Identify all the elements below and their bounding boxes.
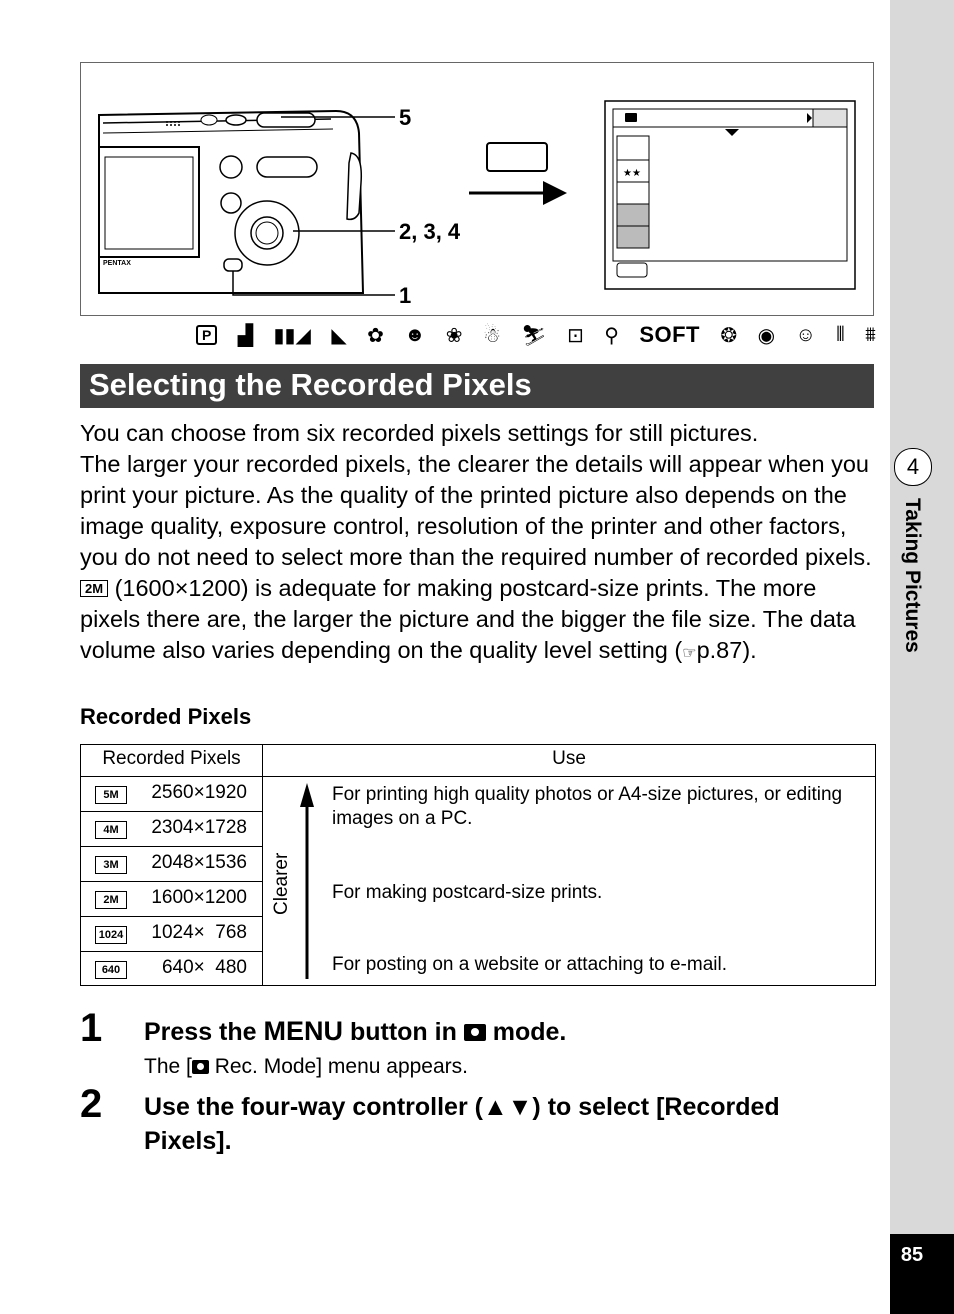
step-1-note xyxy=(144,1055,468,1079)
4m-size-icon: 4M xyxy=(95,821,127,839)
program-mode-icon: P xyxy=(196,325,217,345)
table-row xyxy=(95,925,127,944)
use-website: For posting on a website or attaching to e-mail. xyxy=(332,954,727,975)
clearer-label: Clearer xyxy=(271,852,292,915)
fireworks-icon: ❂ xyxy=(720,324,738,347)
table-row xyxy=(95,785,127,804)
1024-size-icon: 1024 xyxy=(95,926,127,944)
step-1-note-post: Rec. Mode] menu appears. xyxy=(208,1055,468,1078)
body-text-c: p.87). xyxy=(696,637,757,663)
step-2-number: 2 xyxy=(80,1082,103,1126)
menu-stars: ★★ xyxy=(623,168,641,179)
table-row xyxy=(95,960,127,979)
table-header-use: Use xyxy=(552,748,586,769)
camera-diagram xyxy=(81,63,875,317)
step-2-title: Use the four-way controller (▲▼) to select [Recorded Pixels]. xyxy=(144,1093,780,1155)
body-text-a: The larger your recorded pixels, the clearer the details will appear when you print your picture. As the quality of the printed picture also depends on the image quality, exposure control, resolution of the printer and other factors, you do not need to select more than the required number of recorded pixels. xyxy=(80,451,872,570)
playback-button xyxy=(220,156,242,178)
pixels-value: 2048×1536 xyxy=(151,852,247,873)
use-postcard: For making postcard-size prints. xyxy=(332,882,603,903)
chapter-title xyxy=(894,498,924,698)
setup-tab xyxy=(813,109,847,127)
pixels-value: 2560×1920 xyxy=(151,782,247,803)
chapter-number: 4 xyxy=(894,448,932,486)
body-line-1: You can choose from six recorded pixels settings for still pictures. xyxy=(80,420,759,446)
night-scene-icon: ▟ xyxy=(237,324,254,347)
3m-size-icon: 3M xyxy=(95,856,127,874)
menu-label: MENU xyxy=(263,1016,344,1046)
camera-mode-icon xyxy=(464,1024,486,1041)
callout-1: 1 xyxy=(399,283,412,308)
applicable-modes-strip xyxy=(196,320,876,350)
table-row xyxy=(95,855,127,874)
step-1-number: 1 xyxy=(80,1006,103,1050)
step-1-title xyxy=(144,1014,566,1049)
snow-icon: ☃ xyxy=(482,324,501,347)
camera-strap xyxy=(347,153,361,219)
pixels-value: 1024× 768 xyxy=(151,922,247,943)
power-button xyxy=(226,115,246,125)
movie-icon: ▮▮◢ xyxy=(273,324,311,347)
camera-mode-icon xyxy=(192,1060,209,1074)
sport-icon: ⛷ xyxy=(521,324,547,347)
menu-button-graphic xyxy=(487,143,547,171)
subheading: Recorded Pixels xyxy=(80,704,252,729)
self-portrait-icon: ⊡ xyxy=(567,324,584,347)
soft-mode-icon: SOFT xyxy=(639,322,700,347)
step-1-note-pre: The [ xyxy=(144,1055,192,1078)
body-text xyxy=(80,418,880,669)
menu-button xyxy=(224,259,242,271)
step-1-text-mid: button in xyxy=(343,1018,464,1046)
table-row xyxy=(95,890,127,909)
kids-icon: ☺ xyxy=(795,323,816,346)
callout-2-3-4: 2, 3, 4 xyxy=(399,219,461,244)
arrow-right-icon xyxy=(543,181,567,205)
step-1-text-pre: Press the xyxy=(144,1018,264,1046)
camera-tab-icon xyxy=(625,113,637,122)
640-size-icon: 640 xyxy=(95,961,127,979)
pixels-value: 1600×1200 xyxy=(151,887,247,908)
museum-icon: ⩩ xyxy=(865,323,876,346)
top-dial xyxy=(201,115,217,125)
mode-button xyxy=(221,193,241,213)
2m-size-icon: 2M xyxy=(80,580,108,597)
callout-5: 5 xyxy=(399,105,412,130)
landscape-icon: ◣ xyxy=(331,324,347,347)
underwater-icon: ◉ xyxy=(757,324,776,347)
body-paragraph xyxy=(80,449,880,669)
camera-brand: PENTAX xyxy=(103,260,131,267)
camera-illustration xyxy=(80,62,874,316)
clearer-arrow-icon xyxy=(299,783,315,979)
clearer-label-wrap xyxy=(271,852,292,935)
5m-size-icon: 5M xyxy=(95,786,127,804)
portrait-icon: ☻ xyxy=(404,323,426,346)
zoom-button xyxy=(257,157,317,177)
table-row xyxy=(95,820,127,839)
step-1-text-post: mode. xyxy=(485,1018,567,1046)
table-header-pixels: Recorded Pixels xyxy=(102,748,241,769)
surf-icon: ❀ xyxy=(445,324,463,347)
reference-icon: ☞ xyxy=(682,645,697,662)
pet-icon: ⚲ xyxy=(604,324,619,347)
body-text-b: (1600×1200) is adequate for making postcard-size prints. The more pixels there are, the larger the picture and the bigger the file size. The data volume also varies depending on the quality level setting ( xyxy=(80,575,856,663)
flower-icon: ✿ xyxy=(367,324,384,347)
pixels-value: 640× 480 xyxy=(161,957,247,978)
recorded-pixels-table xyxy=(80,744,876,986)
2m-size-icon: 2M xyxy=(95,891,127,909)
use-high-quality: For printing high quality photos or A4-size pictures, or editing images on a PC. xyxy=(332,784,843,829)
shutter-button xyxy=(257,113,315,127)
food-icon: ⫴ xyxy=(836,323,845,346)
pixels-value: 2304×1728 xyxy=(151,817,247,838)
page-number: 85 xyxy=(900,1244,924,1266)
page-title: Selecting the Recorded Pixels xyxy=(89,367,532,402)
chapter-title-text: Taking Pictures xyxy=(901,498,924,653)
